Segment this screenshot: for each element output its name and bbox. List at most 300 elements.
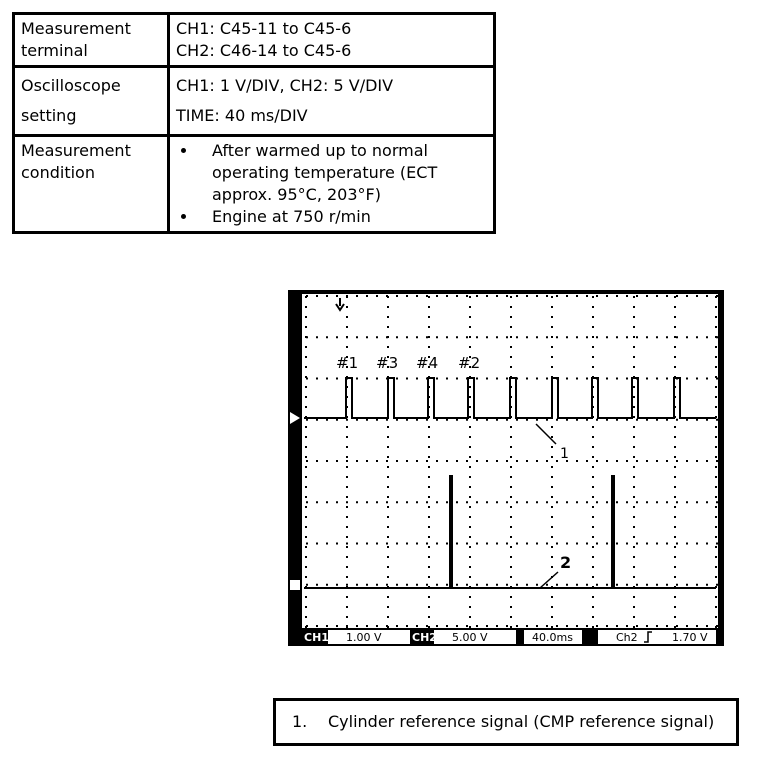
grid-dot [633, 336, 635, 338]
grid-dot [305, 616, 307, 618]
grid-dot [715, 316, 717, 318]
grid-dot [305, 546, 307, 548]
grid-dot [428, 486, 430, 488]
grid-dot [674, 366, 676, 368]
grid-dot [486, 419, 488, 421]
grid-dot [506, 543, 508, 545]
grid-dot [551, 546, 553, 548]
grid-dot [510, 486, 512, 488]
grid-dot [596, 501, 598, 503]
grid-dot [551, 346, 553, 348]
grid-dot [305, 576, 307, 578]
grid-dot [633, 486, 635, 488]
grid-dot [469, 566, 471, 568]
grid-dot [510, 346, 512, 348]
grid-dot [406, 501, 408, 503]
grid-dot [446, 378, 448, 380]
grid-dot [696, 378, 698, 380]
grid-dot [551, 566, 553, 568]
grid-dot [536, 584, 538, 586]
grid-dot [305, 356, 307, 358]
grid-dot [346, 486, 348, 488]
grid-dot [469, 406, 471, 408]
grid-dot [428, 316, 430, 318]
grid-dot [456, 336, 458, 338]
grid-dot [674, 526, 676, 528]
grid-dot [715, 486, 717, 488]
grid-dot [469, 296, 471, 298]
grid-dot [674, 536, 676, 538]
grid-dot [633, 436, 635, 438]
grid-dot [510, 316, 512, 318]
measurement-terminal-label: Measurement terminal [14, 14, 169, 67]
grid-dot [551, 616, 553, 618]
grid-dot [706, 625, 708, 627]
grid-dot [510, 556, 512, 558]
grid-dot [469, 596, 471, 598]
grid-dot [510, 326, 512, 328]
grid-dot [416, 543, 418, 545]
grid-dot [606, 336, 608, 338]
grid-dot [469, 576, 471, 578]
grid-dot [496, 378, 498, 380]
grid-dot [456, 543, 458, 545]
pulse-label-cyl3: #3 [376, 354, 399, 372]
grid-dot [486, 625, 488, 627]
grid-dot [716, 295, 718, 297]
grid-dot [336, 625, 338, 627]
grid-dot [674, 606, 676, 608]
grid-dot [592, 616, 594, 618]
grid-dot [346, 556, 348, 558]
grid-dot [356, 295, 358, 297]
grid-dot [305, 446, 307, 448]
grid-dot [305, 346, 307, 348]
grid-dot [674, 326, 676, 328]
oscilloscope-waveform [288, 290, 724, 646]
grid-dot [592, 366, 594, 368]
grid-dot [551, 476, 553, 478]
grid-dot [551, 356, 553, 358]
grid-dot [506, 460, 508, 462]
grid-dot [406, 543, 408, 545]
grid-dot [536, 501, 538, 503]
grid-dot [346, 543, 348, 545]
grid-dot [428, 596, 430, 598]
grid-dot [686, 419, 688, 421]
grid-dot [306, 419, 308, 421]
grid-dot [336, 584, 338, 586]
grid-dot [346, 526, 348, 528]
grid-dot [376, 460, 378, 462]
grid-dot [666, 295, 668, 297]
grid-dot [616, 543, 618, 545]
grid-dot [566, 336, 568, 338]
grid-dot [636, 460, 638, 462]
grid-dot [526, 625, 528, 627]
grid-dot [551, 516, 553, 518]
grid-dot [633, 386, 635, 388]
grid-dot [436, 419, 438, 421]
grid-dot [626, 584, 628, 586]
grid-dot [406, 419, 408, 421]
grid-dot [386, 419, 388, 421]
grid-dot [426, 584, 428, 586]
grid-dot [616, 584, 618, 586]
grid-dot [596, 336, 598, 338]
grid-dot [346, 596, 348, 598]
grid-dot [633, 496, 635, 498]
grid-dot [551, 306, 553, 308]
grid-dot [387, 426, 389, 428]
grid-dot [626, 543, 628, 545]
grid-dot [476, 501, 478, 503]
grid-dot [476, 584, 478, 586]
grid-dot [436, 378, 438, 380]
grid-dot [674, 306, 676, 308]
grid-dot [592, 486, 594, 488]
grid-dot [396, 543, 398, 545]
grid-dot [396, 295, 398, 297]
grid-dot [716, 501, 718, 503]
grid-dot [396, 584, 398, 586]
grid-dot [556, 336, 558, 338]
grid-dot [346, 326, 348, 328]
grid-dot [305, 436, 307, 438]
grid-dot [510, 616, 512, 618]
grid-dot [346, 625, 348, 627]
grid-dot [656, 625, 658, 627]
grid-dot [346, 460, 348, 462]
grid-dot [686, 295, 688, 297]
grid-dot [510, 466, 512, 468]
grid-dot [626, 419, 628, 421]
grid-dot [376, 501, 378, 503]
grid-dot [305, 316, 307, 318]
grid-dot [346, 336, 348, 338]
grid-dot [592, 336, 594, 338]
grid-dot [656, 460, 658, 462]
grid-dot [506, 501, 508, 503]
grid-dot [469, 316, 471, 318]
grid-dot [546, 419, 548, 421]
grid-dot [596, 543, 598, 545]
grid-dot [428, 546, 430, 548]
grid-dot [326, 584, 328, 586]
grid-dot [428, 326, 430, 328]
grid-dot [326, 625, 328, 627]
grid-dot [416, 378, 418, 380]
grid-dot [674, 356, 676, 358]
pulse-label-cyl4: #4 [416, 354, 439, 372]
grid-dot [506, 336, 508, 338]
grid-dot [305, 556, 307, 558]
grid-dot [716, 378, 718, 380]
grid-dot [305, 456, 307, 458]
grid-dot [306, 625, 308, 627]
grid-dot [592, 516, 594, 518]
grid-dot [305, 596, 307, 598]
grid-dot [633, 576, 635, 578]
grid-dot [326, 543, 328, 545]
ch2-marker-icon [290, 580, 300, 590]
grid-dot [596, 460, 598, 462]
grid-dot [636, 336, 638, 338]
grid-dot [551, 556, 553, 558]
grid-dot [469, 346, 471, 348]
grid-dot [536, 419, 538, 421]
grid-dot [305, 566, 307, 568]
grid-dot [526, 336, 528, 338]
oscilloscope-setting-value: CH1: 1 V/DIV, CH2: 5 V/DIV TIME: 40 ms/DIV [169, 67, 495, 136]
grid-dot [305, 406, 307, 408]
grid-dot [306, 584, 308, 586]
grid-dot [376, 625, 378, 627]
grid-dot [706, 460, 708, 462]
grid-dot [376, 295, 378, 297]
grid-dot [676, 336, 678, 338]
grid-dot [616, 625, 618, 627]
grid-dot [626, 460, 628, 462]
grid-dot [510, 576, 512, 578]
grid-dot [715, 616, 717, 618]
grid-dot [556, 295, 558, 297]
grid-dot [516, 501, 518, 503]
grid-dot [586, 295, 588, 297]
status-ch2-label: CH2 [412, 631, 437, 644]
grid-dot [510, 506, 512, 508]
grid-dot [346, 346, 348, 348]
grid-dot [326, 460, 328, 462]
grid-dot [428, 476, 430, 478]
grid-dot [674, 496, 676, 498]
grid-dot [606, 625, 608, 627]
grid-dot [646, 419, 648, 421]
grid-dot [346, 536, 348, 538]
grid-dot [666, 625, 668, 627]
grid-dot [546, 625, 548, 627]
grid-dot [576, 336, 578, 338]
grid-dot [346, 295, 348, 297]
grid-dot [715, 366, 717, 368]
grid-dot [626, 378, 628, 380]
grid-dot [506, 378, 508, 380]
grid-dot [666, 460, 668, 462]
grid-dot [376, 584, 378, 586]
grid-dot [592, 436, 594, 438]
condition-list [176, 140, 487, 228]
grid-dot [387, 526, 389, 528]
grid-dot [633, 626, 635, 628]
grid-dot [551, 496, 553, 498]
grid-dot [306, 295, 308, 297]
grid-dot [469, 506, 471, 508]
grid-dot [674, 506, 676, 508]
grid-dot [387, 596, 389, 598]
grid-dot [715, 566, 717, 568]
grid-dot [346, 436, 348, 438]
grid-dot [551, 506, 553, 508]
measurement-terminal-value: CH1: C45-11 to C45-6 CH2: C46-14 to C45-6 [169, 14, 495, 67]
grid-dot [466, 419, 468, 421]
grid-dot [516, 625, 518, 627]
grid-dot [336, 419, 338, 421]
oscilloscope-setting-row [14, 67, 495, 136]
grid-dot [466, 625, 468, 627]
grid-dot [469, 606, 471, 608]
grid-dot [406, 378, 408, 380]
grid-dot [592, 306, 594, 308]
grid-dot [426, 460, 428, 462]
grid-dot [426, 625, 428, 627]
grid-dot [633, 426, 635, 428]
scope-left-bezel [288, 290, 302, 646]
grid-dot [706, 584, 708, 586]
grid-dot [666, 543, 668, 545]
grid-dot [316, 419, 318, 421]
grid-dot [469, 436, 471, 438]
grid-dot [510, 426, 512, 428]
grid-dot [346, 456, 348, 458]
grid-dot [592, 576, 594, 578]
grid-dot [592, 466, 594, 468]
grid-dot [656, 378, 658, 380]
grid-dot [387, 446, 389, 448]
grid-dot [316, 460, 318, 462]
grid-dot [656, 419, 658, 421]
grid-dot [551, 446, 553, 448]
grid-dot [356, 584, 358, 586]
grid-dot [674, 556, 676, 558]
grid-dot [715, 606, 717, 608]
grid-dot [646, 625, 648, 627]
grid-dot [386, 295, 388, 297]
grid-dot [305, 506, 307, 508]
grid-dot [716, 419, 718, 421]
grid-dot [626, 295, 628, 297]
grid-dot [356, 419, 358, 421]
grid-dot [436, 625, 438, 627]
grid-dot [576, 419, 578, 421]
grid-dot [646, 460, 648, 462]
grid-dot [592, 426, 594, 428]
grid-dot [305, 606, 307, 608]
status-timebase: 40.0ms [532, 631, 573, 644]
grid-dot [576, 378, 578, 380]
grid-dot [696, 460, 698, 462]
grid-dot [706, 295, 708, 297]
grid-dot [426, 501, 428, 503]
grid-dot [466, 460, 468, 462]
grid-dot [616, 378, 618, 380]
grid-dot [496, 336, 498, 338]
callout-1: 1 [560, 446, 569, 462]
grid-dot [316, 378, 318, 380]
grid-dot [536, 625, 538, 627]
grid-dot [387, 616, 389, 618]
grid-dot [716, 625, 718, 627]
grid-dot [586, 625, 588, 627]
grid-dot [592, 626, 594, 628]
grid-dot [674, 566, 676, 568]
grid-dot [376, 543, 378, 545]
grid-dot [576, 295, 578, 297]
grid-dot [305, 306, 307, 308]
grid-dot [456, 295, 458, 297]
grid-dot [551, 486, 553, 488]
grid-dot [506, 419, 508, 421]
grid-dot [706, 336, 708, 338]
grid-dot [666, 378, 668, 380]
grid-dot [656, 501, 658, 503]
grid-dot [486, 336, 488, 338]
grid-dot [305, 326, 307, 328]
grid-dot [636, 501, 638, 503]
grid-dot [326, 419, 328, 421]
grid-dot [387, 436, 389, 438]
grid-dot [715, 516, 717, 518]
grid-dot [387, 516, 389, 518]
grid-dot [469, 546, 471, 548]
grid-dot [633, 506, 635, 508]
grid-dot [666, 419, 668, 421]
grid-dot [551, 366, 553, 368]
grid-dot [346, 576, 348, 578]
grid-dot [616, 295, 618, 297]
measurement-terminal-row [14, 14, 495, 67]
grid-dot [633, 606, 635, 608]
grid-dot [592, 526, 594, 528]
grid-dot [686, 501, 688, 503]
grid-dot [686, 543, 688, 545]
grid-dot [469, 616, 471, 618]
grid-dot [510, 596, 512, 598]
grid-dot [586, 336, 588, 338]
grid-dot [551, 456, 553, 458]
grid-dot [496, 419, 498, 421]
grid-dot [526, 419, 528, 421]
grid-dot [674, 456, 676, 458]
grid-dot [446, 419, 448, 421]
grid-dot [446, 336, 448, 338]
grid-dot [626, 336, 628, 338]
grid-dot [486, 295, 488, 297]
grid-dot [510, 546, 512, 548]
grid-dot [510, 626, 512, 628]
grid-dot [510, 336, 512, 338]
grid-dot [674, 626, 676, 628]
grid-dot [633, 296, 635, 298]
grid-dot [396, 336, 398, 338]
grid-dot [633, 346, 635, 348]
grid-dot [366, 543, 368, 545]
grid-dot [592, 566, 594, 568]
grid-dot [428, 306, 430, 308]
grid-dot [316, 336, 318, 338]
grid-dot [305, 386, 307, 388]
grid-dot [526, 295, 528, 297]
grid-dot [387, 466, 389, 468]
grid-dot [456, 625, 458, 627]
grid-dot [376, 378, 378, 380]
grid-dot [551, 436, 553, 438]
grid-dot [305, 476, 307, 478]
grid-dot [576, 501, 578, 503]
grid-dot [592, 326, 594, 328]
grid-dot [633, 526, 635, 528]
grid-dot [715, 466, 717, 468]
grid-dot [646, 336, 648, 338]
